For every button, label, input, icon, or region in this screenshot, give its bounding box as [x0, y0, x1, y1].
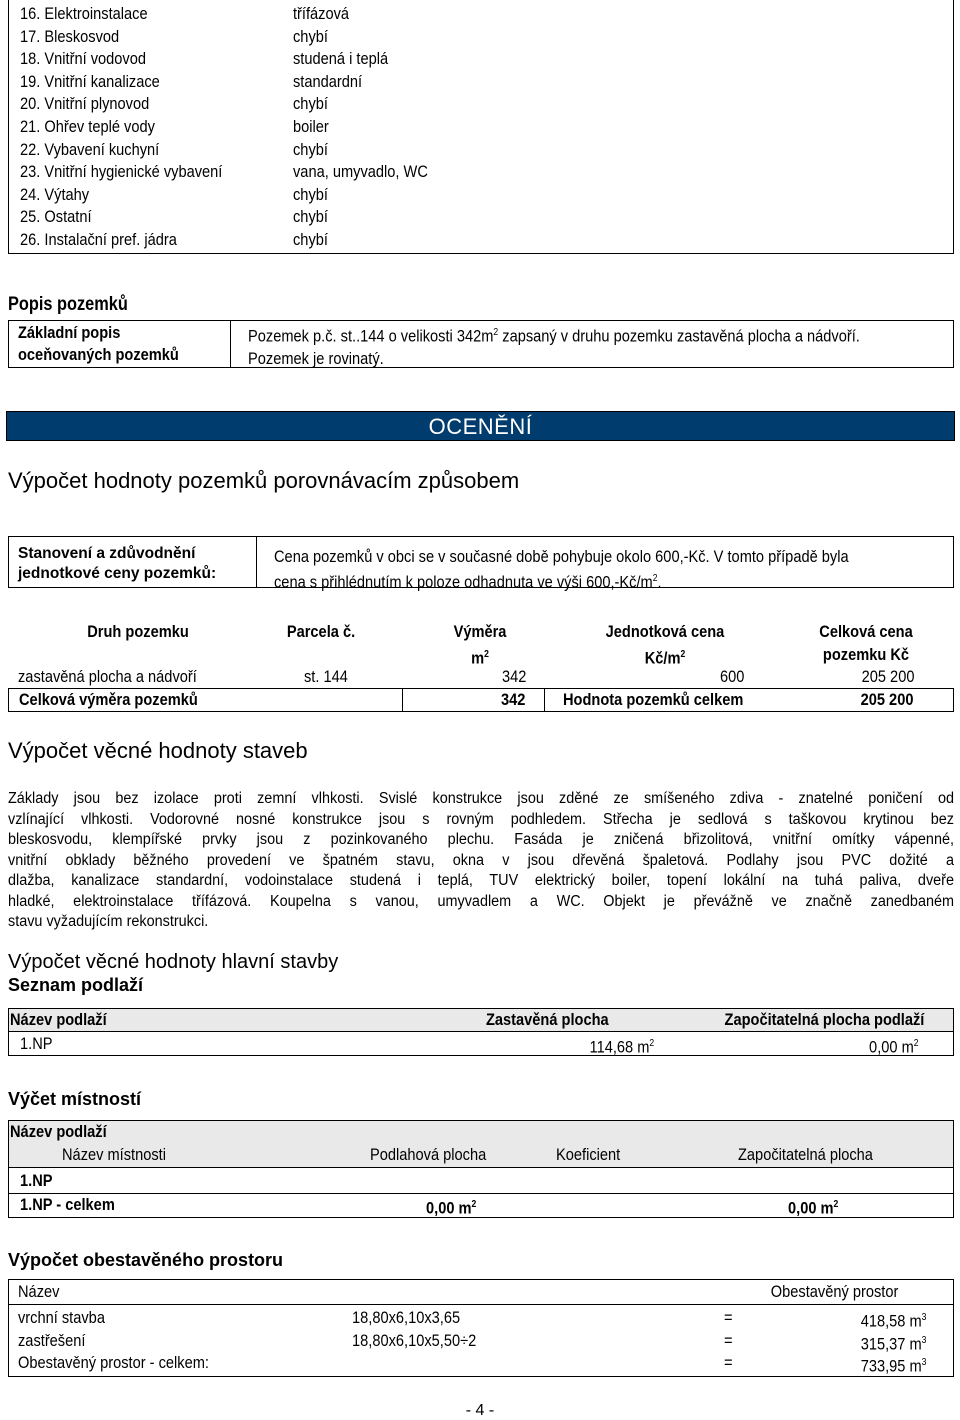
volume-td-eq: = — [724, 1308, 733, 1327]
paragraph-line: Základy jsou bez izolace proti zemní vlhkosti. Svislé konstrukce jsou zděné ze smíšeného zdiva - znatelné poničení od — [8, 790, 954, 807]
volume-value-sup: 3 — [921, 1334, 926, 1346]
land-sum-value-label: Hodnota pozemků celkem — [563, 690, 744, 709]
list-item — [8, 206, 948, 228]
unit-price-text-part: . — [657, 572, 662, 592]
land-description-divider — [230, 320, 231, 368]
paragraph-line: dlažba, kanalizace standardní, vodoinstalace studená i teplá, TUV elektrický boiler, topení lokální na tuhá paliva, dveře — [8, 872, 954, 889]
rooms-total-counted-value: 0,00 m — [788, 1198, 834, 1218]
land-th-total-line1: Celková cena — [819, 622, 913, 641]
equipment-label: 26. Instalační pref. jádra — [20, 230, 177, 249]
list-item — [8, 229, 948, 251]
rooms-total-area-value: 0,00 m — [426, 1198, 472, 1218]
land-th-area-unit: m — [471, 648, 485, 668]
land-description-text-line2: Pozemek je rovinatý. — [248, 348, 384, 368]
unit-price-label — [18, 544, 216, 584]
rooms-th-floor: Název podlaží — [10, 1122, 107, 1141]
land-text-part: Pozemek p.č. st..144 o velikosti 342m — [248, 326, 494, 346]
list-item — [8, 93, 948, 115]
equipment-value: chybí — [293, 139, 328, 159]
land-td-unit: 600 — [719, 667, 744, 686]
land-description-text-line1 — [248, 322, 860, 348]
banner-text: OCENĚNÍ — [428, 414, 533, 439]
land-td-parcel: st. 144 — [304, 667, 348, 686]
equipment-value: chybí — [293, 207, 328, 227]
volume-value: 418,58 m — [860, 1311, 922, 1331]
unit-price-text-line1: Cena pozemků v obci se v současné době pohybuje okolo 600,-Kč. V tomto případě byla — [274, 547, 849, 566]
paragraph-line: stavu vyžadujícím rekonstrukci. — [8, 913, 209, 930]
list-item — [8, 48, 948, 70]
rooms-th-floor-area: Podlahová plocha — [370, 1145, 487, 1164]
unit-price-text-line2 — [274, 568, 850, 594]
paragraph-line: hladké, elektroinstalace třífázová. Koupelna s vanou, umyvadlem a WC. Objekt je převážně ve značně zanedbaném — [8, 892, 954, 910]
equipment-label: 18. Vnitřní vodovod — [20, 49, 146, 69]
rooms-total-area — [426, 1194, 476, 1220]
unit-price-label-line2: jednotkové ceny pozemků: — [18, 565, 217, 582]
land-th-total-line2: pozemku Kč — [822, 645, 910, 664]
unit-price-text-part: cena s přihlédnutím k poloze odhadnuta ve výši 600,-Kč/m — [274, 572, 653, 592]
land-th-area-line1: Výměra — [453, 622, 507, 641]
main-building-title: Výpočet věcné hodnoty hlavní stavby — [8, 951, 339, 973]
land-sum-label: Celková výměra pozemků — [19, 690, 198, 709]
land-th-unit-line1: Jednotková cena — [605, 622, 725, 641]
unit-price-label-line1: Stanovení a zdůvodnění — [18, 545, 196, 562]
land-description-text — [248, 322, 860, 370]
land-sum-value: 205 200 — [860, 690, 913, 709]
land-description-heading: Popis pozemků — [8, 294, 128, 315]
equipment-value: standardní — [293, 71, 363, 91]
equipment-value: studená i teplá — [293, 49, 389, 69]
land-th-type: Druh pozemku — [87, 622, 189, 641]
rooms-th-room: Název místnosti — [62, 1145, 167, 1164]
floors-th-name: Název podlaží — [10, 1010, 107, 1029]
volume-value: 733,95 m — [860, 1356, 922, 1376]
rooms-total-counted-sup: 2 — [833, 1199, 839, 1210]
volume-td-formula: 18,80x6,10x5,50÷2 — [352, 1330, 477, 1350]
volume-td-name: vrchní stavba — [18, 1308, 105, 1327]
equipment-value: boiler — [293, 117, 329, 136]
land-th-parcel: Parcela č. — [286, 622, 356, 641]
volume-th-volume: Obestavěný prostor — [770, 1282, 898, 1301]
rooms-th-coef: Koeficient — [556, 1145, 621, 1164]
rooms-total-counted — [788, 1194, 838, 1220]
land-description-label-line2: oceňovaných pozemků — [18, 345, 179, 364]
equipment-label: 24. Výtahy — [20, 184, 90, 204]
table-row — [8, 666, 954, 688]
floors-td-counted-value: 0,00 m — [869, 1037, 915, 1057]
volume-td-formula: 18,80x6,10x3,65 — [352, 1308, 461, 1327]
floors-table-line — [8, 1031, 954, 1032]
floors-td-built-sup: 2 — [649, 1038, 654, 1049]
land-td-total: 205 200 — [861, 667, 914, 686]
equipment-label: 23. Vnitřní hygienické vybavení — [20, 162, 223, 182]
volume-td-name: zastřešení — [18, 1330, 86, 1350]
equipment-value: třífázová — [293, 4, 350, 23]
list-item — [8, 184, 948, 206]
land-text-part: zapsaný v druhu pozemku zastavěná plocha a nádvoří. — [498, 326, 860, 346]
land-sum-row — [8, 688, 954, 712]
floors-td-built — [589, 1033, 654, 1059]
unit-price-text — [274, 546, 944, 594]
equipment-label: 16. Elektroinstalace — [20, 4, 148, 23]
volume-value-sup: 3 — [921, 1357, 926, 1368]
volume-td-eq: = — [724, 1353, 733, 1372]
rooms-table-line — [8, 1167, 954, 1168]
paragraph-line: vnitřní obklady běžného provedení ve špatném stavu, okna v jsou dřevěná špaletová. Podlahy jsou PVC dožité a — [8, 851, 954, 869]
equipment-value: chybí — [293, 94, 328, 114]
rooms-th-counted: Započitatelná plocha — [738, 1145, 873, 1164]
floors-th-built: Zastavěná plocha — [486, 1010, 609, 1029]
volume-table-line — [8, 1304, 954, 1305]
land-sum-divider — [544, 688, 545, 712]
equipment-label: 20. Vnitřní plynovod — [20, 94, 150, 114]
volume-td-eq: = — [724, 1330, 733, 1350]
equipment-label: 22. Vybavení kuchyní — [20, 139, 160, 159]
floors-td-name: 1.NP — [20, 1034, 53, 1053]
list-item — [8, 139, 948, 161]
rooms-total-area-sup: 2 — [471, 1199, 477, 1210]
buildings-paragraph — [8, 789, 954, 933]
unit-price-text-sup: 2 — [652, 573, 658, 584]
paragraph-line: bleskosvodu, klempířské prvky jsou z pozinkovaného plechu. Fasáda je zničená břizolitová, vnitřní omítky vápenné, — [8, 831, 954, 848]
land-th-unit-sup: 2 — [680, 649, 686, 660]
equipment-label: 21. Ohřev teplé vody — [20, 117, 155, 136]
volume-heading: Výpočet obestavěného prostoru — [8, 1250, 284, 1270]
land-description-label-line1: Základní popis — [18, 323, 121, 342]
equipment-label: 19. Vnitřní kanalizace — [20, 71, 160, 91]
floors-td-counted — [870, 1033, 919, 1059]
equipment-label: 25. Ostatní — [20, 207, 92, 227]
list-item — [8, 116, 948, 138]
list-item — [8, 71, 948, 93]
land-th-unit-unit: Kč/m — [644, 648, 681, 668]
land-valuation-title: Výpočet hodnoty pozemků porovnávacím způsobem — [8, 468, 520, 493]
volume-value: 315,37 m — [860, 1334, 922, 1354]
land-td-area: 342 — [501, 667, 526, 686]
unit-price-divider — [256, 536, 257, 588]
valuation-banner — [6, 411, 955, 441]
land-sum-divider — [402, 688, 403, 712]
paragraph-line: vzlínající vlhkosti. Vodorovné nosné konstrukce jsou s rovným podhledem. Střecha je sedlová s taškovou krytinou bez — [8, 810, 954, 828]
volume-td-value — [860, 1352, 926, 1378]
floors-td-counted-sup: 2 — [914, 1038, 919, 1049]
land-th-area — [428, 620, 531, 670]
equipment-value: vana, umyvadlo, WC — [293, 162, 428, 182]
land-text-sup: 2 — [493, 327, 499, 338]
land-th-total — [797, 620, 935, 666]
rooms-td-floor: 1.NP — [20, 1171, 53, 1190]
land-th-unit — [583, 620, 746, 670]
equipment-value: chybí — [293, 184, 328, 204]
volume-th-name: Název — [18, 1282, 60, 1301]
equipment-value: chybí — [293, 230, 328, 249]
list-item — [8, 3, 948, 25]
buildings-title: Výpočet věcné hodnoty staveb — [8, 738, 308, 763]
page-number: - 4 - — [465, 1402, 495, 1419]
floors-heading: Seznam podlaží — [8, 975, 144, 995]
floors-td-built-value: 114,68 m — [589, 1037, 650, 1057]
list-item — [8, 161, 948, 183]
equipment-label: 17. Bleskosvod — [20, 26, 120, 46]
land-sum-area: 342 — [500, 690, 525, 709]
floors-th-counted: Započitatelná plocha podlaží — [724, 1010, 924, 1029]
land-td-type: zastavěná plocha a nádvoří — [18, 667, 197, 686]
volume-value-sup: 3 — [921, 1312, 926, 1323]
volume-td-name: Obestavěný prostor - celkem: — [18, 1353, 209, 1372]
equipment-value: chybí — [293, 26, 328, 46]
rooms-heading: Výčet místností — [8, 1089, 142, 1109]
list-item — [8, 26, 948, 48]
land-description-label — [18, 322, 179, 366]
land-th-area-sup: 2 — [484, 649, 489, 660]
rooms-total-label: 1.NP - celkem — [20, 1195, 115, 1214]
